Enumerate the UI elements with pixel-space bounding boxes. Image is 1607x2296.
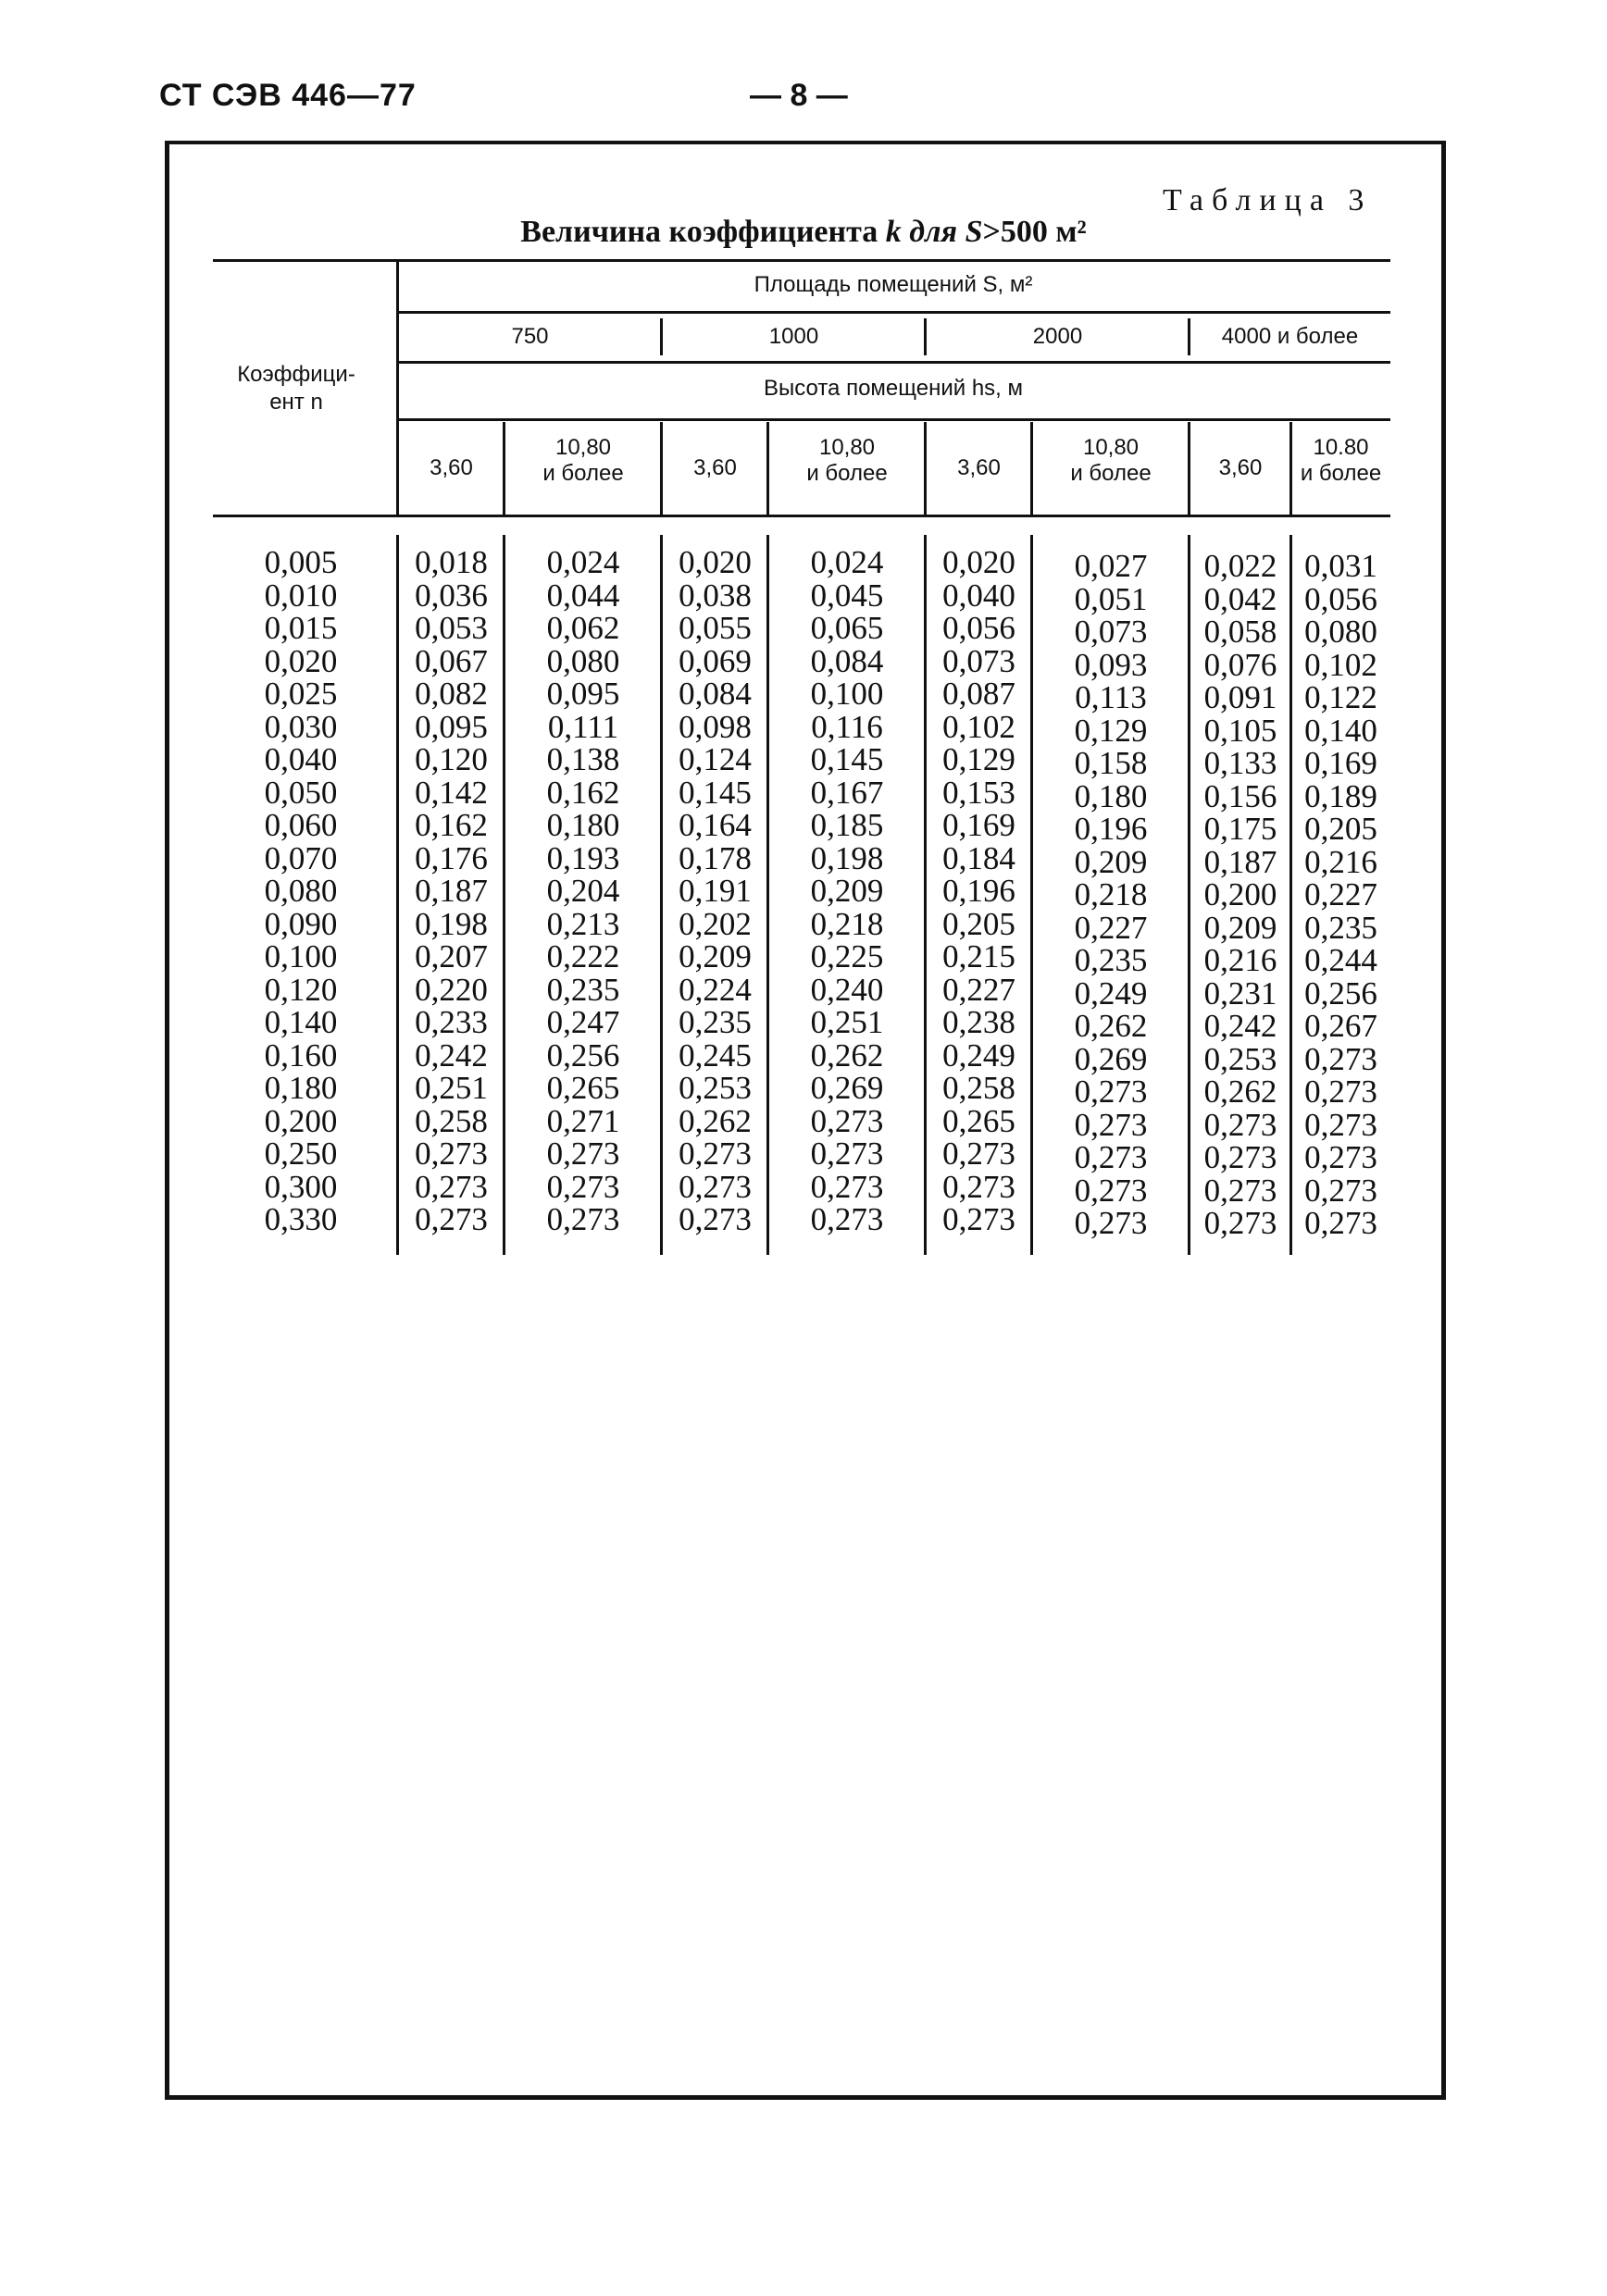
value-cell: 0,191 [679, 873, 752, 909]
value-cell: 0,180 [1074, 777, 1148, 814]
value-cell: 0,273 [1074, 1074, 1148, 1110]
title-k: k [885, 215, 902, 249]
value-cell: 0,038 [679, 577, 752, 614]
value-cell: 0,273 [1304, 1139, 1377, 1175]
value-cell: 0,273 [810, 1168, 884, 1205]
value-cell: 0,031 [1304, 548, 1377, 584]
value-cell: 0,193 [546, 839, 620, 876]
value-cell: 0,133 [1203, 745, 1277, 781]
value-column [505, 546, 662, 1236]
value-cell: 0,220 [415, 971, 488, 1008]
value-cell: 0,273 [1304, 1040, 1377, 1077]
area-2000: 2000 [1032, 324, 1083, 349]
height-subheader: 10,80 и более [1070, 435, 1152, 486]
value-cell: 0,073 [942, 642, 1015, 679]
value-cell: 0,235 [679, 1004, 752, 1040]
value-cell: 0,120 [415, 741, 488, 777]
value-cell: 0,091 [1203, 679, 1277, 715]
value-cell: 0,204 [546, 873, 620, 909]
value-cell: 0,020 [679, 544, 752, 580]
value-cell: 0,169 [942, 807, 1015, 843]
value-cell: 0,162 [415, 807, 488, 843]
value-cell: 0,256 [1304, 974, 1377, 1011]
value-cell: 0,233 [415, 1004, 488, 1040]
table-label: Таблица 3 [1163, 183, 1373, 217]
value-cell: 0,129 [942, 741, 1015, 777]
value-column [768, 546, 926, 1236]
title-part3: >500 м² [982, 215, 1087, 249]
value-cell: 0,273 [942, 1136, 1015, 1172]
value-cell: 0,082 [415, 676, 488, 712]
value-cell: 0,116 [811, 708, 883, 745]
value-cell: 0,180 [546, 807, 620, 843]
value-cell: 0,056 [942, 610, 1015, 646]
value-cell: 0,265 [546, 1070, 620, 1106]
value-cell: 0,245 [679, 1036, 752, 1074]
value-cell: 0,175 [1203, 811, 1277, 847]
value-cell: 0,187 [415, 873, 488, 909]
value-cell: 0,262 [810, 1036, 884, 1074]
value-cell: 0,058 [1203, 614, 1277, 650]
value-cell: 0,240 [810, 971, 884, 1008]
value-column [398, 546, 505, 1236]
value-cell: 0,087 [942, 676, 1015, 712]
table-title [0, 215, 1607, 250]
n-cell: 0,200 [264, 1102, 338, 1139]
value-cell: 0,205 [1304, 811, 1377, 847]
value-cell: 0,273 [1304, 1172, 1377, 1209]
value-cell: 0,184 [942, 839, 1015, 876]
value-cell: 0,273 [1304, 1205, 1377, 1241]
height-subheader: 3,60 [957, 455, 1001, 480]
n-cell: 0,020 [264, 642, 338, 679]
value-cell: 0,124 [679, 741, 752, 777]
value-cell: 0,187 [1203, 843, 1277, 880]
value-cell: 0,167 [810, 774, 884, 811]
n-cell: 0,180 [264, 1070, 338, 1106]
value-cell: 0,027 [1074, 548, 1148, 584]
value-cell: 0,176 [415, 839, 488, 876]
value-cell: 0,273 [679, 1168, 752, 1205]
value-cell: 0,256 [546, 1036, 620, 1074]
value-cell: 0,051 [1074, 580, 1148, 617]
value-cell: 0,164 [679, 807, 752, 843]
n-cell: 0,060 [264, 807, 338, 843]
value-cell: 0,036 [415, 577, 488, 614]
value-column [662, 546, 768, 1236]
height-subheader: 3,60 [1218, 455, 1263, 480]
value-cell: 0,251 [810, 1004, 884, 1040]
value-cell: 0,273 [810, 1136, 884, 1172]
value-cell: 0,273 [546, 1201, 620, 1237]
value-cell: 0,102 [942, 708, 1015, 745]
value-cell: 0,145 [810, 741, 884, 777]
value-cell: 0,111 [547, 708, 619, 745]
value-cell: 0,129 [1074, 712, 1148, 749]
value-cell: 0,209 [810, 873, 884, 909]
value-cell: 0,227 [1304, 876, 1377, 912]
value-cell: 0,044 [546, 577, 620, 614]
value-cell: 0,069 [679, 642, 752, 679]
value-cell: 0,273 [415, 1168, 488, 1205]
value-cell: 0,209 [679, 938, 752, 974]
value-cell: 0,156 [1203, 777, 1277, 814]
value-column [1032, 550, 1190, 1240]
value-cell: 0,273 [942, 1168, 1015, 1205]
value-cell: 0,098 [679, 708, 752, 745]
value-column [926, 546, 1032, 1236]
n-cell: 0,120 [264, 971, 338, 1008]
value-cell: 0,251 [415, 1070, 488, 1106]
n-cell: 0,080 [264, 873, 338, 909]
value-cell: 0,158 [1074, 745, 1148, 781]
value-cell: 0,196 [942, 873, 1015, 909]
value-cell: 0,227 [1074, 909, 1148, 946]
page-number: — 8 — [750, 78, 848, 113]
rule-top [213, 259, 1390, 262]
value-cell: 0,235 [1304, 909, 1377, 946]
value-cell: 0,216 [1203, 942, 1277, 978]
n-cell: 0,010 [264, 577, 338, 614]
rule-areas-bottom [398, 361, 1390, 364]
value-cell: 0,138 [546, 741, 620, 777]
value-cell: 0,273 [1203, 1172, 1277, 1209]
value-cell: 0,273 [1074, 1172, 1148, 1209]
value-cell: 0,093 [1074, 646, 1148, 683]
n-cell: 0,025 [264, 676, 338, 712]
n-cell: 0,300 [264, 1168, 338, 1205]
value-cell: 0,080 [546, 642, 620, 679]
value-cell: 0,062 [546, 610, 620, 646]
n-cell: 0,100 [264, 938, 338, 974]
value-cell: 0,056 [1304, 580, 1377, 617]
value-cell: 0,225 [810, 938, 884, 974]
value-cell: 0,218 [810, 905, 884, 942]
value-cell: 0,073 [1074, 614, 1148, 650]
value-cell: 0,053 [415, 610, 488, 646]
height-subheader: 10,80 и более [542, 435, 624, 486]
value-cell: 0,273 [679, 1136, 752, 1172]
value-cell: 0,273 [942, 1201, 1015, 1237]
height-header: Высота помещений hs, м [763, 376, 1024, 401]
value-cell: 0,145 [679, 774, 752, 811]
value-cell: 0,215 [942, 938, 1015, 974]
value-cell: 0,213 [546, 905, 620, 942]
value-cell: 0,209 [1203, 909, 1277, 946]
value-cell: 0,198 [415, 905, 488, 942]
value-cell: 0,224 [679, 971, 752, 1008]
n-cell: 0,160 [264, 1036, 338, 1074]
value-cell: 0,216 [1304, 843, 1377, 880]
value-cell: 0,095 [546, 676, 620, 712]
value-cell: 0,024 [810, 544, 884, 580]
value-cell: 0,273 [546, 1168, 620, 1205]
value-cell: 0,022 [1203, 548, 1277, 584]
value-cell: 0,253 [1203, 1040, 1277, 1077]
value-cell: 0,169 [1304, 745, 1377, 781]
n-cell: 0,030 [264, 708, 338, 745]
value-cell: 0,271 [546, 1102, 620, 1139]
value-cell: 0,273 [1074, 1106, 1148, 1143]
value-cell: 0,196 [1074, 811, 1148, 847]
value-cell: 0,122 [1304, 679, 1377, 715]
value-cell: 0,205 [942, 905, 1015, 942]
value-cell: 0,273 [810, 1201, 884, 1237]
value-cell: 0,102 [1304, 646, 1377, 683]
value-cell: 0,258 [415, 1102, 488, 1139]
n-cell: 0,090 [264, 905, 338, 942]
value-cell: 0,200 [1203, 876, 1277, 912]
value-cell: 0,258 [942, 1070, 1015, 1106]
value-column [1291, 550, 1390, 1240]
value-cell: 0,273 [810, 1102, 884, 1139]
value-cell: 0,273 [1074, 1139, 1148, 1175]
value-cell: 0,153 [942, 774, 1015, 811]
value-cell: 0,189 [1304, 777, 1377, 814]
value-cell: 0,273 [415, 1136, 488, 1172]
title-s: S [965, 215, 983, 249]
value-cell: 0,273 [1074, 1205, 1148, 1241]
value-cell: 0,265 [942, 1102, 1015, 1139]
value-cell: 0,018 [415, 544, 488, 580]
value-cell: 0,209 [1074, 843, 1148, 880]
value-cell: 0,207 [415, 938, 488, 974]
value-cell: 0,185 [810, 807, 884, 843]
rule-height [398, 418, 1390, 421]
value-cell: 0,222 [546, 938, 620, 974]
value-cell: 0,227 [942, 971, 1015, 1008]
value-cell: 0,273 [546, 1136, 620, 1172]
value-cell: 0,273 [1304, 1106, 1377, 1143]
value-cell: 0,273 [1203, 1205, 1277, 1241]
height-subheader: 10,80 и более [806, 435, 888, 486]
value-cell: 0,249 [942, 1036, 1015, 1074]
value-cell: 0,242 [415, 1036, 488, 1074]
value-cell: 0,235 [1074, 942, 1148, 978]
n-cell: 0,140 [264, 1004, 338, 1040]
value-cell: 0,269 [810, 1070, 884, 1106]
value-cell: 0,100 [810, 676, 884, 712]
value-cell: 0,231 [1203, 974, 1277, 1011]
value-cell: 0,045 [810, 577, 884, 614]
value-cell: 0,273 [415, 1201, 488, 1237]
height-subheader: 3,60 [693, 455, 737, 480]
value-cell: 0,040 [942, 577, 1015, 614]
value-cell: 0,162 [546, 774, 620, 811]
value-cell: 0,198 [810, 839, 884, 876]
value-cell: 0,113 [1075, 679, 1147, 715]
rule-header-bottom [213, 515, 1390, 517]
value-cell: 0,142 [415, 774, 488, 811]
value-cell: 0,273 [1203, 1106, 1277, 1143]
value-cell: 0,095 [415, 708, 488, 745]
value-cell: 0,024 [546, 544, 620, 580]
n-cell: 0,040 [264, 741, 338, 777]
area-750: 750 [511, 324, 549, 349]
value-cell: 0,267 [1304, 1008, 1377, 1044]
standard-code: СТ СЭВ 446—77 [159, 78, 417, 113]
value-cell: 0,269 [1074, 1040, 1148, 1077]
value-cell: 0,262 [1074, 1008, 1148, 1044]
value-cell: 0,178 [679, 839, 752, 876]
n-column [231, 546, 370, 1236]
value-cell: 0,253 [679, 1070, 752, 1106]
area-4000: 4000 и более [1221, 324, 1359, 349]
value-cell: 0,084 [810, 642, 884, 679]
height-subheader: 10.80 и более [1300, 435, 1382, 486]
value-cell: 0,076 [1203, 646, 1277, 683]
value-cell: 0,140 [1304, 712, 1377, 749]
value-cell: 0,202 [679, 905, 752, 942]
value-cell: 0,238 [942, 1004, 1015, 1040]
area-header: Площадь помещений S, м² [754, 272, 1033, 297]
coef-header: Коэффици- ент n [237, 362, 355, 415]
value-cell: 0,235 [546, 971, 620, 1008]
value-cell: 0,247 [546, 1004, 620, 1040]
value-cell: 0,273 [679, 1201, 752, 1237]
value-cell: 0,080 [1304, 614, 1377, 650]
value-cell: 0,273 [1203, 1139, 1277, 1175]
value-cell: 0,244 [1304, 942, 1377, 978]
n-cell: 0,005 [264, 544, 338, 580]
value-cell: 0,262 [1203, 1074, 1277, 1110]
n-cell: 0,070 [264, 839, 338, 876]
value-cell: 0,055 [679, 610, 752, 646]
value-cell: 0,042 [1203, 580, 1277, 617]
n-cell: 0,330 [264, 1201, 338, 1237]
value-cell: 0,105 [1203, 712, 1277, 749]
rule-area [398, 311, 1390, 314]
value-cell: 0,262 [679, 1102, 752, 1139]
value-cell: 0,249 [1074, 974, 1148, 1011]
title-part2: для [909, 215, 958, 249]
title-part1: Величина коэффициента [520, 215, 878, 249]
value-cell: 0,084 [679, 676, 752, 712]
n-cell: 0,015 [264, 610, 338, 646]
value-cell: 0,067 [415, 642, 488, 679]
value-cell: 0,020 [942, 544, 1015, 580]
value-cell: 0,218 [1074, 876, 1148, 912]
area-1000: 1000 [768, 324, 819, 349]
value-cell: 0,242 [1203, 1008, 1277, 1044]
n-cell: 0,050 [264, 774, 338, 811]
value-cell: 0,065 [810, 610, 884, 646]
value-column [1190, 550, 1291, 1240]
height-subheader: 3,60 [430, 455, 473, 480]
value-cell: 0,273 [1304, 1074, 1377, 1110]
n-cell: 0,250 [264, 1136, 338, 1172]
